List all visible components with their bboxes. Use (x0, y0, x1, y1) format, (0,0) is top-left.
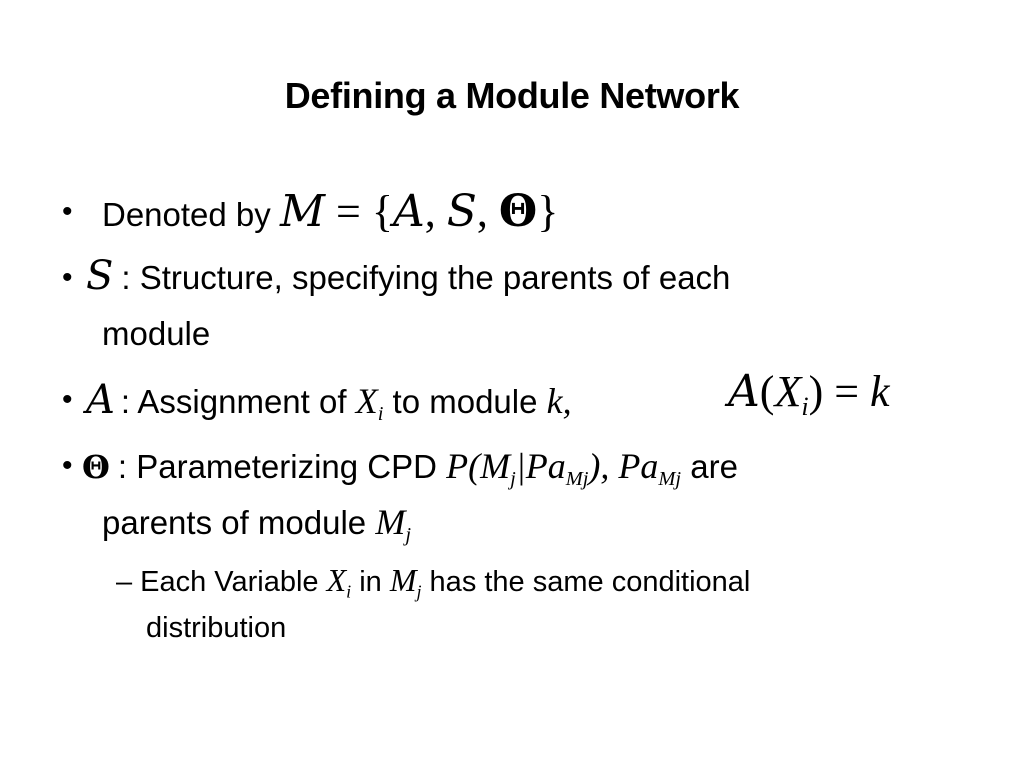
formula-theta: Θ (498, 186, 538, 237)
module-M: M (375, 502, 406, 542)
bullet-marker-4: • (62, 449, 73, 482)
formula-A-func: A (728, 366, 760, 417)
bullet-1-text: Denoted by (102, 196, 280, 233)
theta-symbol: Θ (82, 448, 110, 486)
bullet-4-line-2 (102, 502, 412, 547)
bullet-marker-2: • (62, 261, 73, 294)
bullet-4-line-2-text: parents of module (102, 504, 376, 541)
sub-bullet-line-1 (116, 562, 750, 600)
bullet-3-text-a: : Assignment of (120, 383, 356, 420)
structure-symbol: S (86, 253, 114, 299)
formula-k: k (870, 367, 890, 416)
cpd-close: ), Pa (588, 446, 659, 486)
formula-X: X (774, 367, 802, 416)
bullet-marker-3: • (62, 383, 73, 416)
sub-bullet-text-a: Each Variable (140, 566, 327, 598)
cpd-sub-Mj: Mj (565, 468, 589, 491)
sub-bullet-dash: – (116, 566, 133, 598)
bullet-marker-1: • (62, 195, 73, 228)
sub-var-M-sub: j (416, 581, 422, 602)
assignment-formula (728, 366, 890, 422)
slide-title: Defining a Module Network (284, 75, 740, 116)
formula-X-sub: i (801, 392, 809, 422)
formula-open: ( (759, 367, 775, 416)
sub-var-X-sub: i (346, 581, 352, 602)
bullet-1-line (102, 186, 559, 237)
bullet-2-line-1 (86, 253, 731, 299)
sub-var-X: X (326, 562, 347, 598)
assignment-symbol: A (86, 377, 115, 423)
bullet-2-line-2: module (102, 315, 211, 352)
bullet-4-line-1 (82, 446, 738, 491)
module-M-sub: j (405, 524, 412, 547)
sub-var-M: M (389, 562, 417, 598)
cpd-sub-j: j (510, 468, 516, 491)
bullet-4-text-a: : Parameterizing CPD (117, 448, 447, 485)
var-X-sub: i (377, 403, 384, 426)
formula-rest: ) = (808, 367, 871, 416)
formula-A: A (392, 186, 425, 237)
sub-bullet-text-c: has the same conditional (421, 566, 751, 598)
cpd-bar: |Pa (515, 446, 566, 486)
formula-eq: = { (325, 187, 393, 236)
cpd-sub-Mj-2: Mj (658, 468, 682, 491)
var-X: X (355, 381, 378, 421)
cpd-P: P(M (446, 446, 511, 486)
bullet-3-line (86, 377, 572, 426)
bullet-3-text-b: to module (383, 383, 547, 420)
formula-comma-2: , (476, 187, 499, 236)
var-k: k, (546, 381, 572, 421)
bullet-4-text-b: are (681, 448, 738, 485)
formula-M: M (279, 186, 326, 237)
formula-close: } (537, 187, 559, 236)
sub-bullet-text-b: in (351, 566, 390, 598)
formula-comma-1: , (424, 187, 447, 236)
formula-S: S (446, 186, 477, 237)
sub-bullet-line-2: distribution (146, 612, 287, 644)
bullet-2-text-1: : Structure, specifying the parents of each (121, 259, 731, 296)
bullet-1-formula (280, 187, 558, 236)
